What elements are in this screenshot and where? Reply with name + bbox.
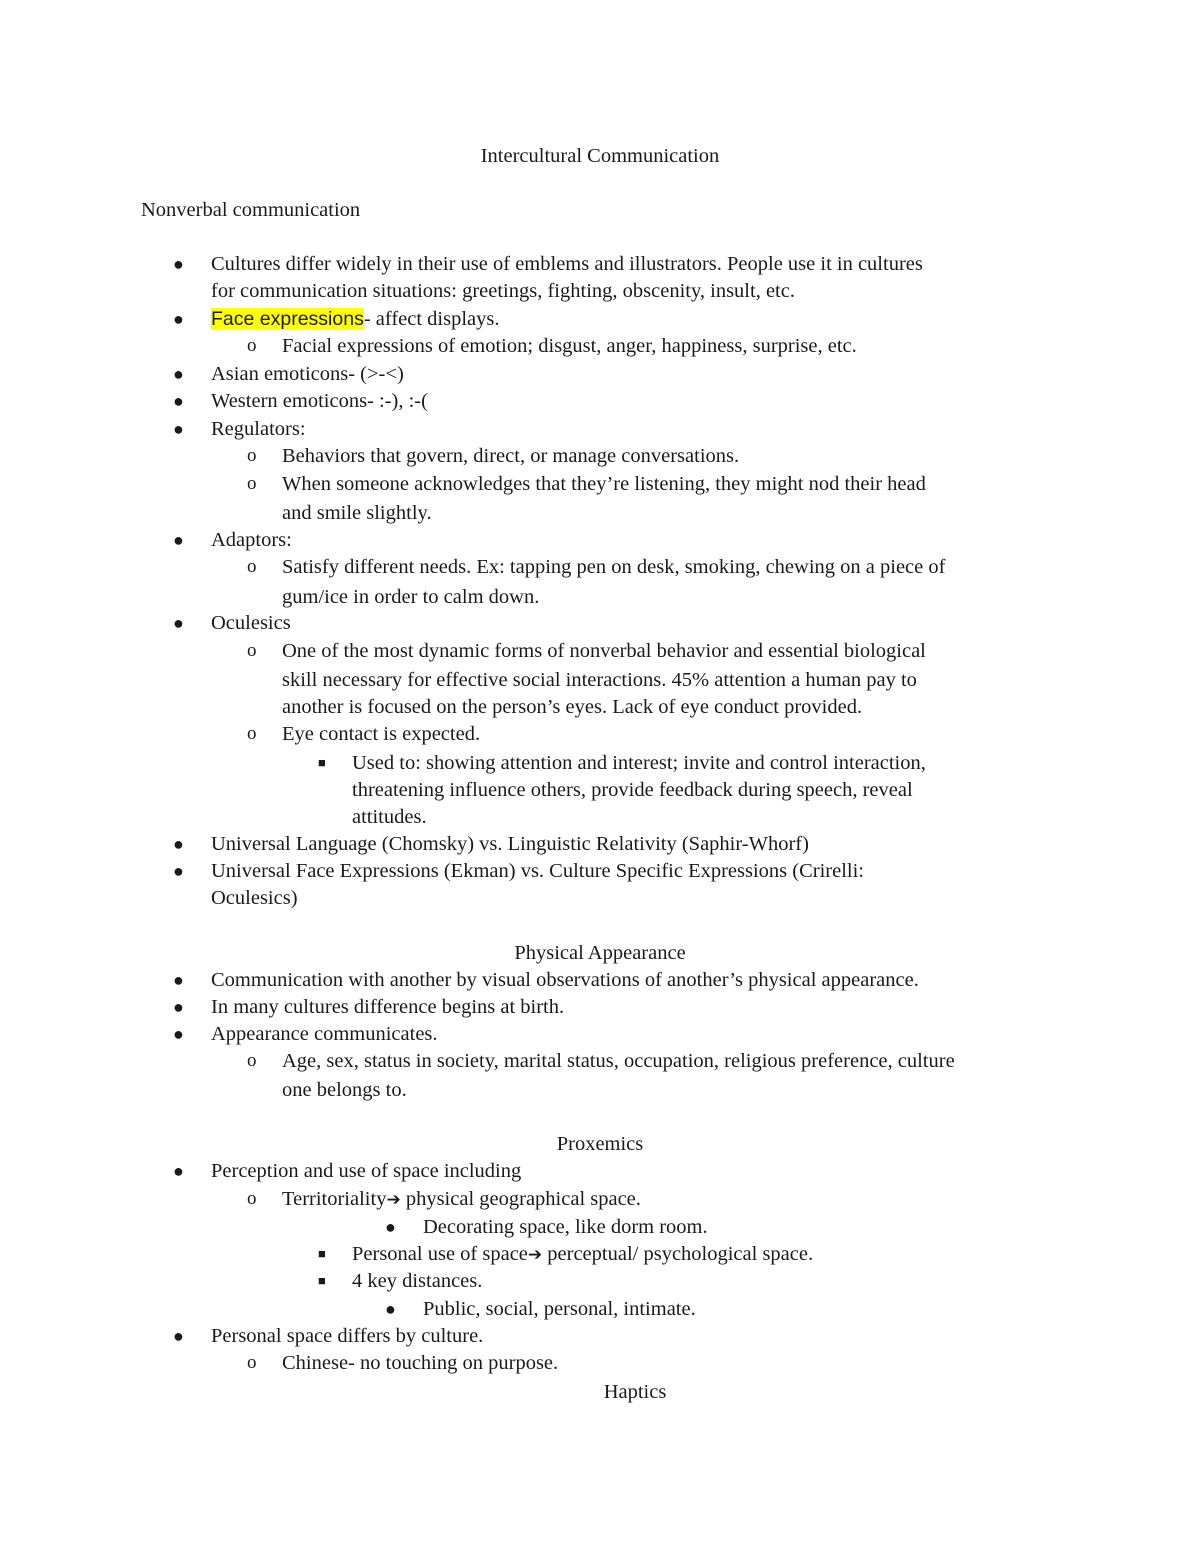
personal-use-item — [352, 1241, 813, 1268]
circle-bullet-icon: o — [247, 473, 257, 494]
personal-use-rest: perceptual/ psychological space. — [542, 1243, 814, 1265]
decorating-space-item: Decorating space, like dorm room. — [423, 1216, 708, 1238]
adaptors-sub-line-2: gum/ice in order to calm down. — [282, 586, 540, 608]
bullet-icon: ● — [173, 419, 184, 439]
arrow-right-icon: ➔ — [386, 1190, 401, 1210]
bullet-icon: ● — [385, 1299, 396, 1319]
emblems-line-2: for communication situations: greetings, fighting, obscenity, insult, etc. — [211, 280, 795, 302]
key-distances-item: 4 key distances. — [352, 1270, 483, 1292]
document-title: Intercultural Communication — [480, 145, 720, 167]
bullet-icon: ● — [173, 1161, 184, 1181]
circle-bullet-icon: o — [247, 723, 257, 744]
physical-sub-line-1: Age, sex, status in society, marital status, occupation, religious preference, culture — [282, 1050, 955, 1072]
highlighted-term: Face expressions — [211, 308, 364, 330]
eye-contact-item-line-1: Used to: showing attention and interest; invite and control interaction, — [352, 752, 926, 774]
regulators-sub-2-line-1: When someone acknowledges that they’re listening, they might nod their head — [282, 473, 926, 495]
bullet-icon: ● — [173, 613, 184, 633]
face-expressions-rest: - affect displays. — [363, 308, 500, 330]
bullet-icon: ● — [173, 1326, 184, 1346]
asian-emoticons-item: Asian emoticons- (>-<) — [211, 363, 404, 385]
territoriality-rest: physical geographical space. — [400, 1188, 641, 1210]
bullet-icon: ● — [173, 861, 184, 881]
section-heading-proxemics: Proxemics — [556, 1133, 644, 1155]
bullet-icon: ● — [173, 364, 184, 384]
section-heading-haptics: Haptics — [603, 1381, 667, 1403]
bullet-icon: ● — [385, 1217, 396, 1237]
bullet-icon: ● — [173, 997, 184, 1017]
regulators-sub-2-line-2: and smile slightly. — [282, 502, 432, 524]
eye-contact-item-line-3: attitudes. — [352, 806, 427, 828]
physical-item-1: Communication with another by visual observations of another’s physical appearance. — [211, 969, 919, 991]
physical-sub-line-2: one belongs to. — [282, 1079, 407, 1101]
regulators-item: Regulators: — [211, 418, 306, 440]
bullet-icon: ● — [173, 1024, 184, 1044]
oculesics-sub-1-line-1: One of the most dynamic forms of nonverbal behavior and essential biological — [282, 640, 926, 662]
regulators-sub-1: Behaviors that govern, direct, or manage conversations. — [282, 445, 740, 467]
section-heading-physical-appearance: Physical Appearance — [514, 942, 686, 964]
circle-bullet-icon: o — [247, 640, 257, 661]
bullet-icon: ● — [173, 970, 184, 990]
physical-item-3: Appearance communicates. — [211, 1023, 438, 1045]
oculesics-item: Oculesics — [211, 612, 291, 634]
face-expressions-item — [211, 306, 500, 332]
western-emoticons-item: Western emoticons- :-), :-( — [211, 390, 428, 412]
circle-bullet-icon: o — [247, 445, 257, 466]
physical-item-2: In many cultures difference begins at birth. — [211, 996, 565, 1018]
oculesics-sub-2: Eye contact is expected. — [282, 723, 481, 745]
distances-list-item: Public, social, personal, intimate. — [423, 1298, 696, 1320]
personal-use-term: Personal use of space — [352, 1243, 528, 1265]
bullet-icon: ● — [173, 834, 184, 854]
territoriality-item — [282, 1186, 641, 1213]
circle-bullet-icon: o — [247, 1188, 257, 1209]
universal-face-line-2: Oculesics) — [211, 887, 298, 909]
bullet-icon: ● — [173, 530, 184, 550]
arrow-right-icon: ➔ — [527, 1245, 543, 1265]
square-bullet-icon: ■ — [318, 1246, 326, 1261]
circle-bullet-icon: o — [247, 335, 257, 356]
bullet-icon: ● — [173, 309, 184, 329]
oculesics-sub-1-line-2: skill necessary for effective social interactions. 45% attention a human pay to — [282, 669, 917, 691]
territoriality-term: Territoriality — [282, 1188, 387, 1210]
proxemics-item-1: Perception and use of space including — [211, 1160, 522, 1182]
chinese-item: Chinese- no touching on purpose. — [282, 1352, 559, 1374]
square-bullet-icon: ■ — [318, 755, 326, 770]
adaptors-sub-line-1: Satisfy different needs. Ex: tapping pen on desk, smoking, chewing on a piece of — [282, 556, 946, 578]
facial-expressions-sub: Facial expressions of emotion; disgust, anger, happiness, surprise, etc. — [282, 335, 857, 357]
circle-bullet-icon: o — [247, 556, 257, 577]
eye-contact-item-line-2: threatening influence others, provide feedback during speech, reveal — [352, 779, 913, 801]
circle-bullet-icon: o — [247, 1050, 257, 1071]
oculesics-sub-1-line-3: another is focused on the person’s eyes. Lack of eye conduct provided. — [282, 696, 863, 718]
bullet-icon: ● — [173, 254, 184, 274]
universal-face-line-1: Universal Face Expressions (Ekman) vs. Culture Specific Expressions (Crirelli: — [211, 860, 865, 882]
proxemics-item-2: Personal space differs by culture. — [211, 1325, 484, 1347]
emblems-line-1: Cultures differ widely in their use of emblems and illustrators. People use it in cultures — [211, 253, 923, 275]
bullet-icon: ● — [173, 391, 184, 411]
universal-language-item: Universal Language (Chomsky) vs. Linguistic Relativity (Saphir-Whorf) — [211, 833, 809, 855]
square-bullet-icon: ■ — [318, 1273, 326, 1288]
circle-bullet-icon: o — [247, 1352, 257, 1373]
section-heading-nonverbal: Nonverbal communication — [141, 199, 361, 221]
adaptors-item: Adaptors: — [211, 529, 292, 551]
